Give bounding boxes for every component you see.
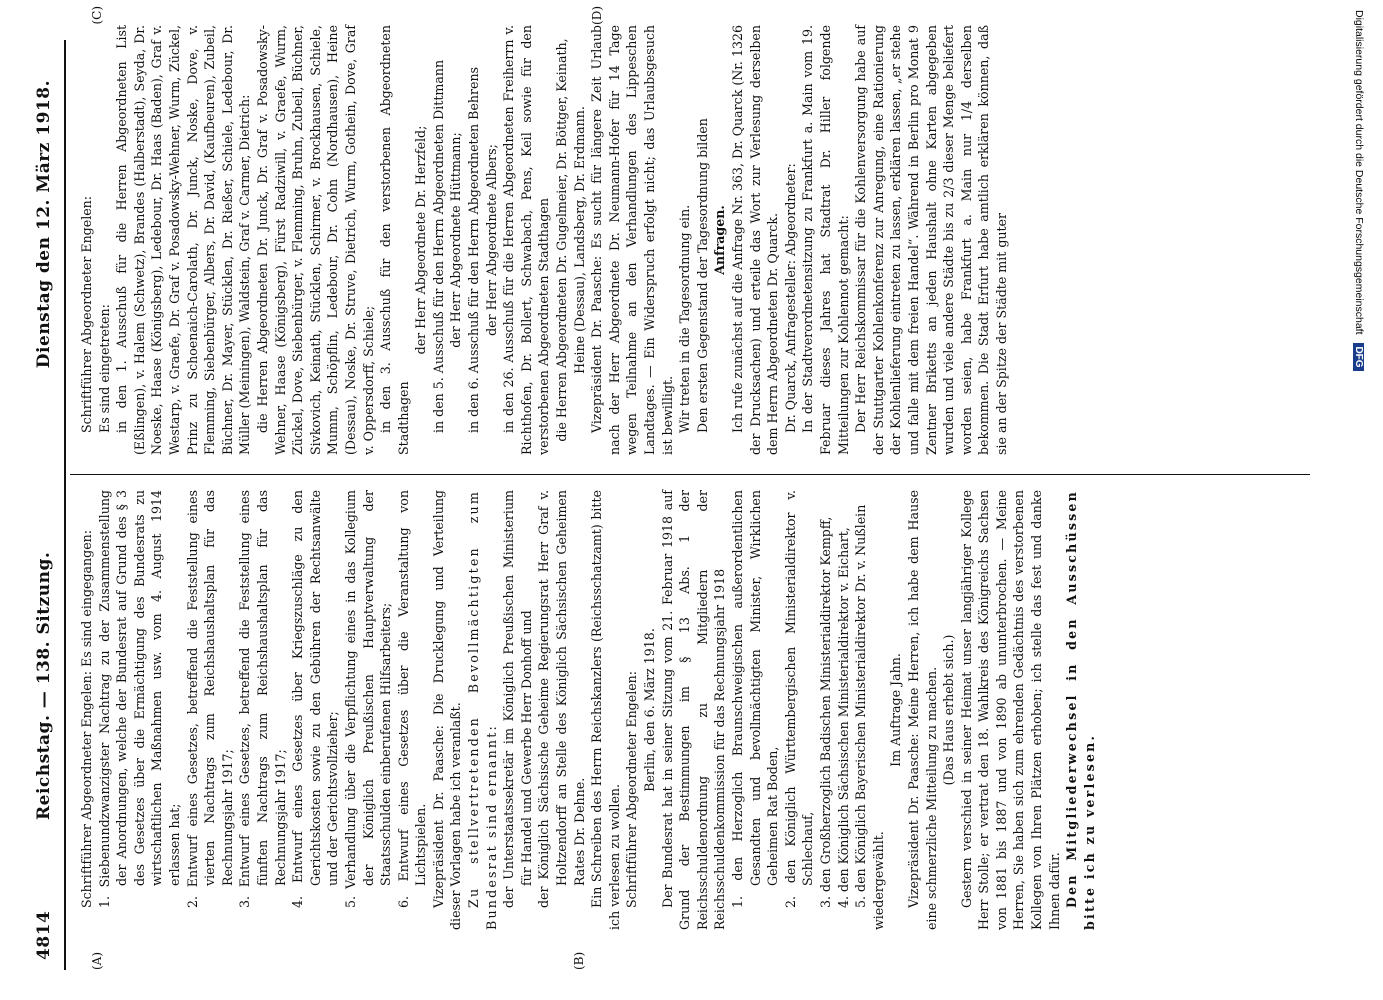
margin-mark-d: (D) [590,6,604,25]
paragraph: In der Stadtverordnetensitzung zu Frankfurt a. Main vom 19. Februar dieses Jahres hat Stadtrat Dr. Hiller folgende Mitteilungen zur Kohlennot gemacht: [800,25,851,455]
paragraph: Zu stellvertretenden Bevollmächtigten zum Bundesrat sind ernannt: [466,490,499,930]
paragraph: der Herr Abgeordnete Albers; [483,144,499,336]
letter-date: Berlin, den 6. März 1918. [642,628,657,792]
paragraph: der Herr Abgeordnete Dr. Herzfeld; [413,125,429,355]
list-item: 2. den Königlich Württembergischen Ministerialdirektor v. Schlechauf, [782,490,816,908]
paragraph: Vizepräsident Dr. Paasche: Es sucht für längere Zeit Urlaub nach der Herr Abgeordnete Dr. Neumann-Hofer für 14 Tage wegen Teilnahme an den Verhandlungen des Lippeschen Landtages. — Ein Widerspruch erfolgt nicht; das Urlaubsgesuch ist bewilligt. [589,25,675,455]
paragraph: Wir treten in die Tagesordnung ein. [677,204,693,433]
paragraph: Vizepräsident Dr. Paasche: Meine Herren, ich habe dem Hause eine schmerzliche Mitteilung zu machen. [905,490,939,930]
paragraph: Der Herr Reichskommissar für die Kohlenversorgung habe auf der Stuttgarter Kohlenkonferenz zur Anregung, eine Rationierung der Kohlenlieferung eintreten zu lassen, erklären lassen, „er stehe und falle mit dem freien Handel“. Während in Berlin pro Monat 9 Zentner Briketts an jeden Haushalt ohne Karten abgegeben wurden und viele andere Städte bis zu 2/3 dieser Menge beliefert worden seien, habe Frankfurt a. Main nur 1/4 derselben bekommen. Die Stadt Erfurt habe amtlich erklären können, daß sie an der Spitze der Städte mit guter [853,25,1009,455]
paragraph: der Herr Abgeordnete Hüttmann; [448,132,464,348]
stage-direction: (Das Haus erhebt sich.) [941,634,957,786]
paragraph: in den 6. Ausschuß für den Herrn Abgeordneten Behrens [466,66,482,433]
digitization-note [1353,10,1365,990]
list-item: der Unterstaatssekretär im Königlich Preußischen Ministerium für Handel und Gewerbe Herr Donhoff und [501,490,534,908]
paragraph: Schriftführer Abgeordneter Engelen: [79,195,94,433]
list-item: 5. den Königlich Bayerischen Ministerialdirektor Dr. v. Nußlein [853,504,869,908]
list-item: 2. Entwurf eines Gesetzes, betreffend die Feststellung eines vierten Nachtrags zum Reichshaushaltsplan für das Rechnungsjahr 1917; [184,490,235,908]
page-number: 4814 [34,910,54,960]
paragraph: Es sind eingetreten: [96,304,112,433]
paragraph: Ein Schreiben des Herrn Reichskanzlers (Reichsschatzamt) bitte ich verlesen zu wollen. [589,490,622,930]
header-rule [64,40,66,970]
list-item: der Königlich Sächsische Geheime Regierungsrat Herr Graf v. Holtzendorff an Stelle des Königlich Sächsischen Geheimen Rates Dr. Dehne. [536,490,587,908]
page-header [26,40,66,970]
list-item: 1. den Herzoglich Braunschweigischen außerordentlichen Gesandten und bevollmächtigten Minister, Wirklichen Geheimen Rat Boden, [729,490,781,908]
column-divider [70,474,1310,475]
list-item: 1. Siebenundzwanzigster Nachtrag zu der Zusammenstellung der Anordnungen, welche der Bundesrat auf Grund des § 3 des Gesetzes über die Ermächtigung des Bundesrats zu wirtschaftlichen Maßnahmen usw. vom 4. August 1914 erlassen hat; [96,490,182,908]
dfg-logo: DFG [1353,343,1364,370]
paragraph: Der Bundesrat hat in seiner Sitzung vom 21. Februar 1918 auf Grund der Bestimmungen im § 13 Abs. 1 der Reichsschuldenordnung zu Mitgliedern der Reichsschuldenkommission für das Rechnungsjahr 1918 [659,490,728,930]
paragraph: Vizepräsident Dr. Paasche: Die Drucklegung und Verteilung dieser Vorlagen habe ich veranlaßt. [430,490,464,930]
list-item: 6. Entwurf eines Gesetzes über die Veranstaltung von Lichtspielen. [395,490,429,908]
paragraph: in den 5. Ausschuß für den Herrn Abgeordneten Dittmann [430,59,446,433]
margin-mark-a: (A) [90,951,104,970]
paragraph: Ich rufe zunächst auf die Anfrage Nr. 363, Dr. Quarck (Nr. 1326 der Drucksachen) und erteile das Wort zur Verlesung derselben dem Herrn Abgeordneten Dr. Quarck. [729,25,781,455]
signature: Im Auftrage Jahn. [888,653,904,767]
paragraph: Den Mitgliederwechsel in den Ausschüssen bitte ich zu verlesen. [1064,490,1097,930]
margin-mark-c: (C) [90,6,104,25]
paragraph: Den ersten Gegenstand der Tagesordnung bilden [694,118,710,433]
paragraph: die Herren Abgeordneten Dr. Gugelmeier, Dr. Böttger, Keinath, Heine (Dessau), Landsberg, Dr. Erdmann. [554,38,587,442]
paragraph: Gestern verschied in seiner Heimat unser langjähriger Kollege Herr Stolle; er vertrat den 18. Wahlkreis des Königreichs Sachsen von 1881 bis 1887 und von 1890 ab ununterbrochen. — Meine Herren, Sie haben sich zum ehrenden Gedächtnis des verstorbenen Kollegen von Ihren Plätzen erhoben; ich stelle das fest und danke Ihnen dafür. [958,490,1062,930]
page-title: Reichstag. — 138. Sitzung. [34,551,54,820]
paragraph: die Herren Abgeordneten Dr. Junck, Dr. Graf v. Posadowsky-Wehner, Haase (Königsberg), Fürst Radziwill, v. Graefe, Wurm, Zückel, Dove, Siebenbürger, v. Flemming, Bruhn, Zubeil, Büchner, Sivkovich, Keinath, Stücklen, Schirmer, v. Brockhausen, Schiele, Mumm, Schöpflin, Ledebour, Dr. Cohn (Nordhausen), Heine (Dessau), Noske, Dr. Struve, Dietrich, Wurm, Gothein, Dove, Graf v. Oppersdorff, Schiele; [254,25,376,455]
list-item: 3. Entwurf eines Gesetzes, betreffend die Feststellung eines fünften Nachtrags zum Reichshaushaltsplan für das Rechnungsjahr 1917; [237,490,288,908]
section-heading: Anfragen. [712,205,728,275]
list-item: 3. den Großherzoglich Badischen Ministerialdirektor Kempff, [817,516,833,908]
paragraph: in den 3. Ausschuß für den verstorbenen Abgeordneten Stadthagen [378,25,411,455]
paragraph: in den 26. Ausschuß für die Herren Abgeordneten Freiherrn v. Richthofen, Dr. Bollert, Schwabach, Pens, Keil sowie für den verstorbenen Abgeordneten Stadthagen [501,25,552,455]
list-item: 4. Entwurf eines Gesetzes über Kriegszuschläge zu den Gerichtskosten sowie zu den Gebühren der Rechtsanwälte und der Gerichtsvollzieher; [290,490,341,908]
margin-mark-b: (B) [572,951,586,970]
paragraph: Schriftführer Abgeordneter Engelen: Es sind eingegangen: [79,529,94,908]
left-column [78,490,1098,930]
list-item: 4. den Königlich Sächsischen Ministerialdirektor v. Eichart, [835,527,851,908]
paragraph: Dr. Quarck, Anfragesteller: Abgeordneter: [782,163,798,433]
list-item: 5. Verhandlung über die Verpflichtung eines in das Kollegium der Königlich Preußischen Hauptverwaltung der Staatsschulden einberufenen Hilfsarbeiters; [342,490,394,908]
paragraph: Schriftführer Abgeordneter Engelen: [624,670,640,908]
digitization-text: Digitalisierung gefördert durch die Deutsche Forschungsgemeinschaft [1353,10,1365,335]
page-date: Dienstag den 12. März 1918. [34,80,54,369]
paragraph: in den 1. Ausschuß für die Herren Abgeordneten List (Eßlingen), v. Halem (Schwetz), Brandes (Halberstadt), Seyda, Dr. Noeske, Haase (Königsberg), Ledebour, Dr. Haas (Baden), Graf v. Westarp, v. Graefe, Dr. Graf v. Posadowsky-Wehner, Wurm, Zückel, Prinz zu Schoenaich-Carolath, Dr. Junck, Noske, Dove, v. Flemming, Siebenbürger, Albers, Dr. David, (Kaufbeuren), Zubeil, Büchner, Dr. Mayer, Stücklen, Dr. Rießer, Schiele, Ledebour, Dr. Müller (Meiningen), Waldstein, Graf v. Carmer, Dietrich: [114,25,253,455]
right-column [78,25,1010,455]
paragraph: wiedergewählt. [870,831,886,930]
